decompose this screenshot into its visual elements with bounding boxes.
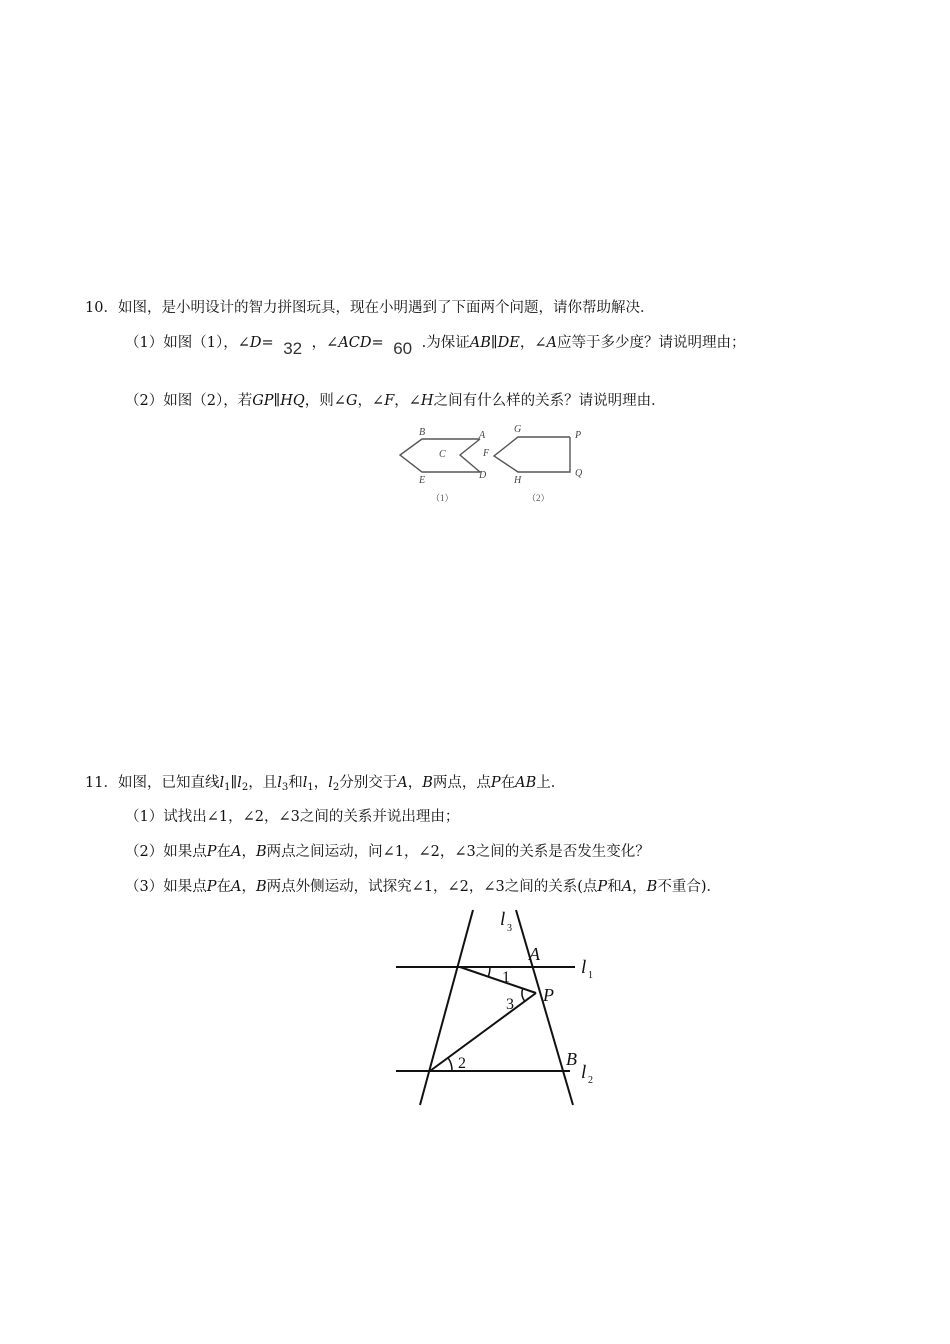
q10-p2-text: ，∠ bbox=[394, 393, 421, 409]
point-a: A bbox=[231, 844, 242, 860]
label-a: A bbox=[529, 944, 540, 964]
q10-p2-text: ，则∠ bbox=[304, 393, 346, 409]
fig1-label-d: D bbox=[479, 470, 487, 481]
q11-part3 bbox=[125, 877, 721, 897]
fig2-label-f: F bbox=[483, 448, 490, 459]
line-l: l bbox=[328, 775, 333, 791]
point-b: B bbox=[422, 775, 433, 791]
segment-to-p-top bbox=[460, 967, 536, 993]
segment-ab: AB bbox=[469, 335, 491, 351]
point-p: P bbox=[597, 879, 608, 895]
angle-symbol: ∠ bbox=[237, 335, 250, 351]
q10-header bbox=[85, 298, 654, 318]
label-l1-sub: 1 bbox=[588, 970, 593, 981]
q10-p1-text: ， bbox=[519, 335, 535, 351]
parallel-symbol: ∥ bbox=[230, 775, 238, 791]
point-b: B bbox=[646, 879, 658, 895]
angle-3-arc bbox=[522, 989, 525, 1002]
q11-p2-text: （2）如果点 bbox=[125, 844, 207, 860]
letter-a: A bbox=[546, 335, 557, 351]
label-l2-sub: 2 bbox=[588, 1075, 593, 1086]
letter-h: H bbox=[420, 393, 434, 409]
angle-symbol: ∠ bbox=[534, 335, 547, 351]
label-p: P bbox=[543, 985, 554, 1005]
q11-p2-text: ， bbox=[241, 844, 256, 860]
q11-p3-text: 不重合)． bbox=[657, 879, 721, 895]
fig1-label-b: B bbox=[419, 427, 426, 438]
q11-part2 bbox=[125, 842, 650, 862]
fig1-caption: （1） bbox=[431, 493, 454, 503]
answer-d-value: 32 bbox=[283, 339, 303, 358]
fig2-label-g: G bbox=[514, 424, 522, 435]
fig1-label-e: E bbox=[419, 475, 426, 486]
label-l3: l bbox=[500, 909, 506, 930]
q11-p2-text: 在 bbox=[216, 844, 231, 860]
q10-p2-prefix: （2）如图（2），若 bbox=[125, 393, 253, 409]
q11-header-text: ，且 bbox=[248, 775, 278, 791]
q10-p1-text: 应等于多少度？请说明理由； bbox=[556, 335, 746, 351]
q11-header-text: 上． bbox=[536, 775, 566, 791]
segment-gp: GP bbox=[252, 393, 274, 409]
label-l2: l bbox=[581, 1062, 587, 1083]
label-l1: l bbox=[581, 957, 587, 978]
parallel-symbol: ∥ bbox=[273, 393, 281, 409]
q11-p3-text: ， bbox=[632, 879, 647, 895]
letter-f: F bbox=[384, 393, 395, 409]
subscript-2: 2 bbox=[332, 782, 340, 793]
angle-2-arc bbox=[448, 1058, 452, 1071]
label-l3-sub: 3 bbox=[507, 923, 512, 934]
label-b: B bbox=[566, 1049, 577, 1069]
point-p: P bbox=[490, 775, 501, 791]
q10-p2-text: ，∠ bbox=[357, 393, 385, 409]
point-b: B bbox=[255, 879, 267, 895]
angle-symbol: ∠ bbox=[326, 335, 339, 351]
label-2: 2 bbox=[458, 1055, 466, 1072]
line-l: l bbox=[219, 775, 225, 791]
q10-part1 bbox=[125, 333, 746, 358]
fig2-caption: （2） bbox=[527, 493, 550, 503]
q11-header-text: ， bbox=[407, 775, 423, 791]
q11-p3-text: ， bbox=[241, 879, 256, 895]
subscript-1: 1 bbox=[307, 782, 314, 793]
q11-figure bbox=[390, 905, 610, 1110]
q11-p3-text: 在 bbox=[216, 879, 231, 895]
q11-header-text: 和 bbox=[288, 775, 303, 791]
fig2-label-q: Q bbox=[575, 468, 583, 479]
fig2-label-h: H bbox=[514, 475, 522, 486]
fig2-label-p: P bbox=[575, 430, 582, 441]
line-l: l bbox=[302, 775, 308, 791]
point-a: A bbox=[231, 879, 242, 895]
line-l3 bbox=[516, 910, 573, 1105]
q11-p3-text: （3）如果点 bbox=[125, 879, 207, 895]
subscript-3: 3 bbox=[281, 782, 289, 793]
q11-p1-text: （1）试找出∠1，∠2，∠3之间的关系并说出理由； bbox=[125, 809, 460, 825]
subscript-2: 2 bbox=[241, 782, 249, 793]
answer-blank-d bbox=[274, 333, 312, 358]
line-l: l bbox=[277, 775, 282, 791]
fig1-label-a: A bbox=[479, 430, 486, 441]
q11-header-text: ， bbox=[313, 775, 329, 791]
segment-hq: HQ bbox=[280, 393, 305, 409]
fig1-label-c: C bbox=[439, 449, 446, 460]
q11-part1 bbox=[125, 807, 459, 827]
point-a: A bbox=[397, 775, 408, 791]
equals-sign: = bbox=[261, 335, 274, 351]
q10-p1-text: .为保证 bbox=[421, 335, 470, 351]
letter-d: D bbox=[249, 335, 262, 351]
answer-acd-value: 60 bbox=[393, 339, 413, 358]
q10-part2 bbox=[125, 391, 666, 411]
equals-sign: = bbox=[371, 335, 384, 351]
q11-header-text: 在 bbox=[500, 775, 516, 791]
left-transversal bbox=[420, 910, 473, 1105]
segment-ab: AB bbox=[515, 775, 537, 791]
q10-header-text: 10．如图，是小明设计的智力拼图玩具，现在小明遇到了下面两个问题，请你帮助解决． bbox=[85, 300, 655, 316]
label-1: 1 bbox=[502, 969, 510, 986]
fig2-shape bbox=[494, 437, 570, 472]
q11-p3-text: 两点外侧运动，试探究∠1，∠2，∠3之间的关系(点 bbox=[266, 879, 598, 895]
segment-de: DE bbox=[497, 335, 520, 351]
q11-header-text: 两点，点 bbox=[432, 775, 491, 791]
comma: ， bbox=[311, 335, 327, 351]
line-l: l bbox=[237, 775, 242, 791]
q11-header-text: 11．如图，已知直线 bbox=[85, 775, 220, 791]
point-b: B bbox=[255, 844, 267, 860]
parallel-symbol: ∥ bbox=[490, 335, 498, 351]
q11-p2-text: 两点之间运动，问∠1，∠2，∠3之间的关系是否发生变化？ bbox=[266, 844, 650, 860]
segment-to-p-bottom bbox=[430, 993, 536, 1071]
letter-g: G bbox=[345, 393, 358, 409]
point-p: P bbox=[206, 879, 217, 895]
q10-p1-prefix: （1）如图（1）， bbox=[125, 335, 238, 351]
q11-p3-text: 和 bbox=[607, 879, 622, 895]
q11-header-text: 分别交于 bbox=[339, 775, 398, 791]
q11-header bbox=[85, 773, 565, 798]
subscript-1: 1 bbox=[224, 782, 231, 793]
label-3: 3 bbox=[506, 996, 514, 1013]
answer-blank-acd bbox=[384, 333, 422, 358]
letters-acd: ACD bbox=[338, 335, 372, 351]
q10-p2-text: 之间有什么样的关系？请说明理由． bbox=[433, 393, 666, 409]
point-p: P bbox=[206, 844, 217, 860]
point-a: A bbox=[621, 879, 633, 895]
q10-figure bbox=[390, 420, 600, 510]
angle-1-arc bbox=[488, 967, 490, 977]
